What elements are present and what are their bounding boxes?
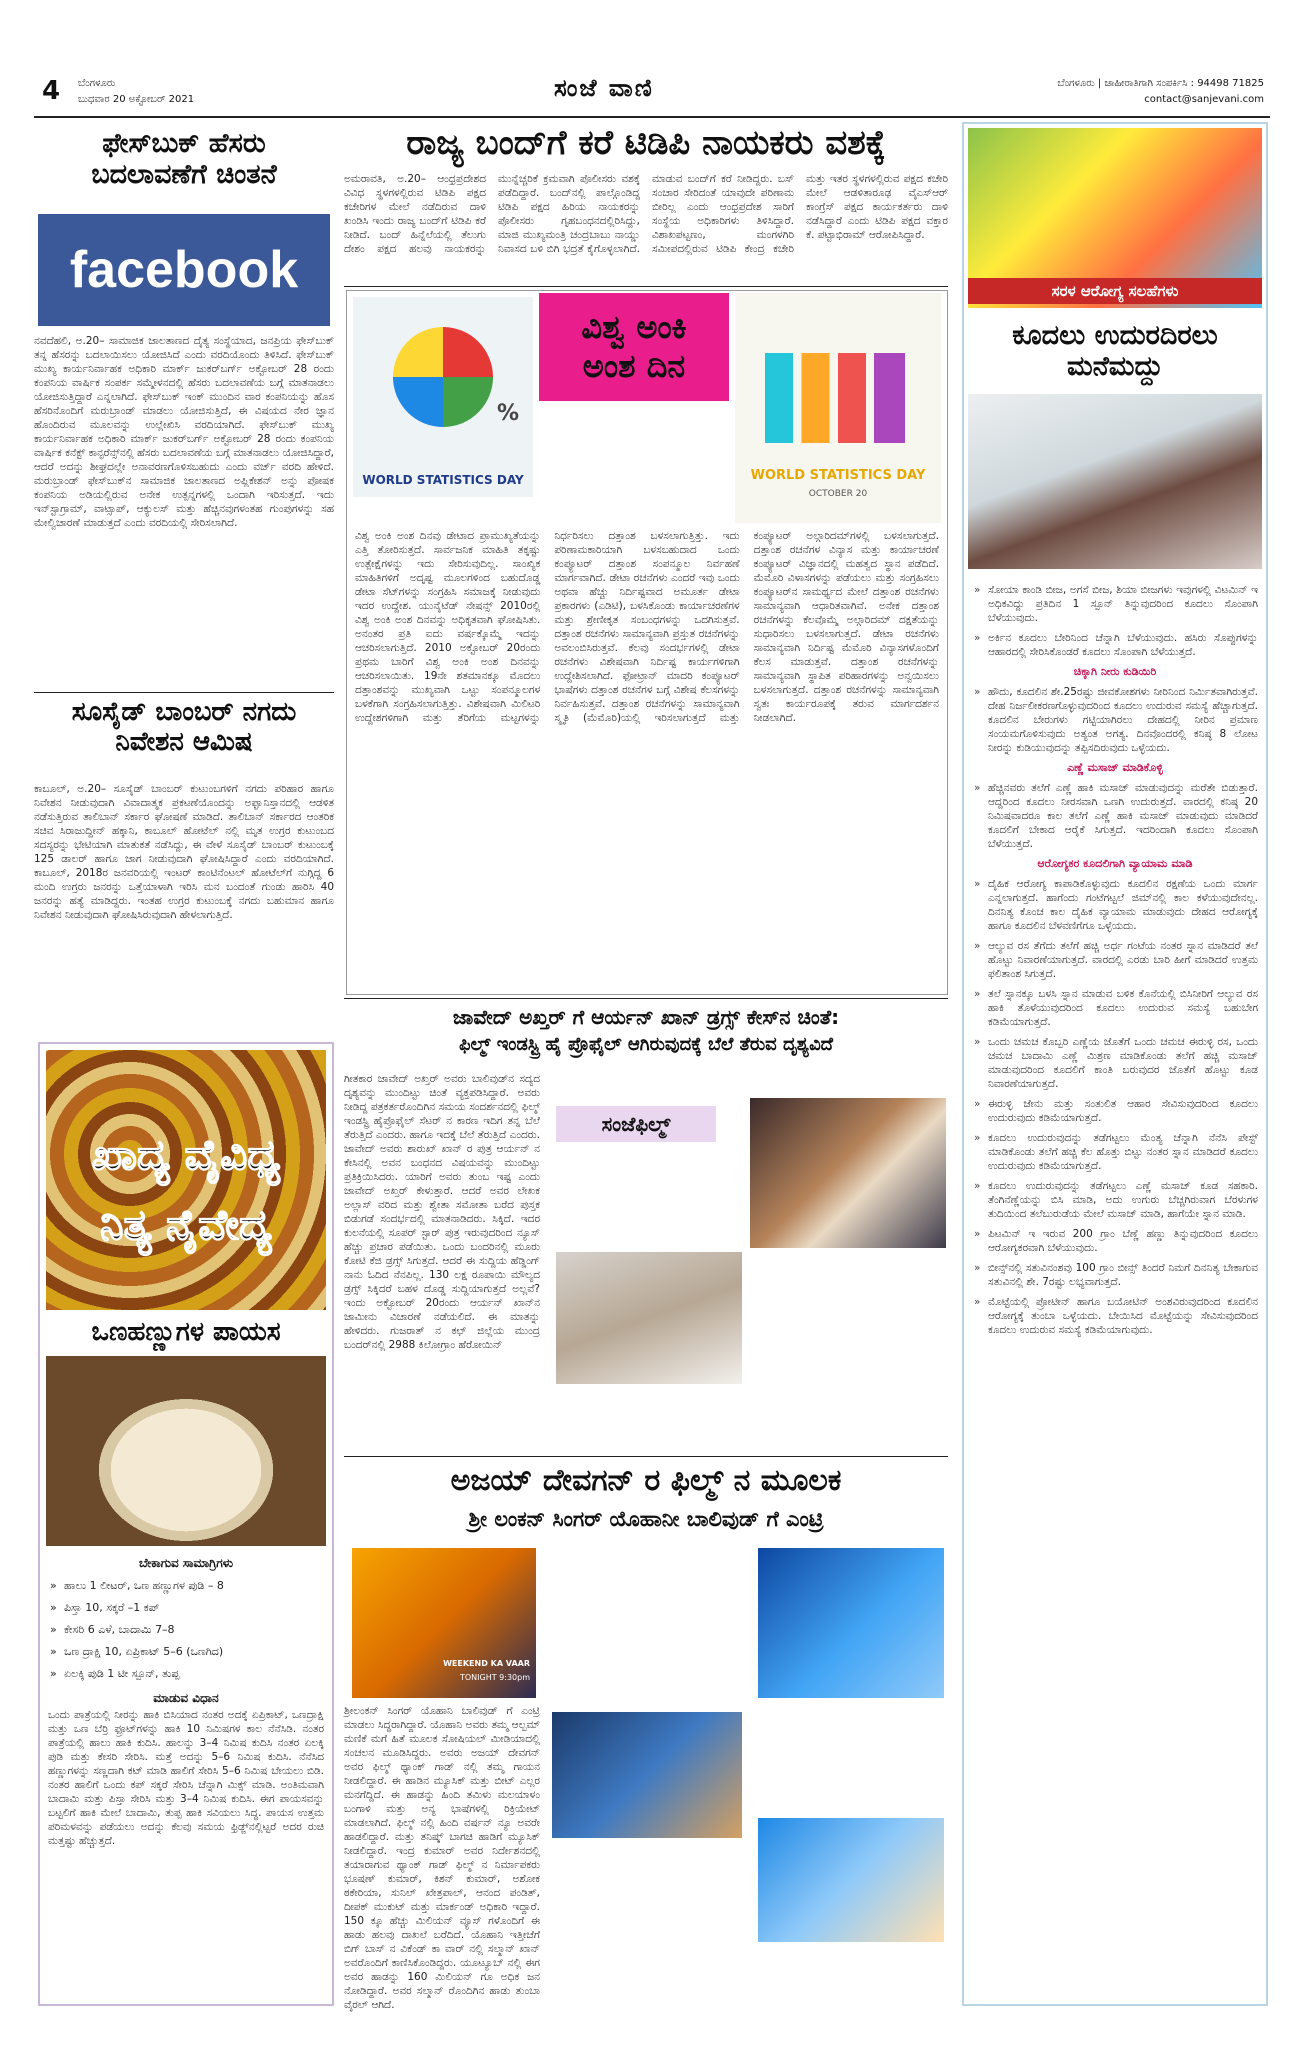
health-tip: » ಈರುಳ್ಳಿ ಜೇನು ಮತ್ತು ಸಂತುಲಿತ ಆಹಾರ ಸೇವಿಸುವುದರಿಂದ ಕೂದಲು ಉದುರುವುದು ಕಡಿಮೆಯಾಗುತ್ತದೆ. — [972, 1097, 1258, 1125]
divider — [344, 998, 948, 999]
health-tip: » ಸೋಯಾ ಕಾಂಡಿ ಬೀಜ, ಅಗಸೆ ಬೀಜ, ಶಿಯಾ ಬೀಜಗಳು ಇವುಗಳಲ್ಲಿ ವಿಟಮಿನ್ ಇ ಅಧಿಕವಿದ್ದು ಪ್ರತಿದಿನ 1 ಸ್ಪೂನ್ ತಿನ್ನುವುದರಿಂದ ಕೂದಲು ಸೊಂಪಾಗಿ ಬೆಳೆಯುವುದು. — [972, 583, 1258, 625]
health-tip: » ಕೂದಲು ಉದುರುವುದನ್ನು ತಡೆಗಟ್ಟಲು ಎಣ್ಣೆ ಮಸಾಜ್ ಕೂಡ ಸಹಕಾರಿ. ತೆಂಗಿನೆಣ್ಣೆಯನ್ನು ಬಿಸಿ ಮಾಡಿ, ಅದು ಉಗುರು ಬೆಚ್ಚಗಿರುವಾಗ ಬೆರಳುಗಳ ತುದಿಯಿಂದ ತಲೆಬುರುಡೆಯ ಮೇಲೆ ಮಸಾಜ್ ಮಾಡಿ, ಹಾಗೆಯೇ ಸ್ನಾನ ಮಾಡಿ. — [972, 1179, 1258, 1221]
health-tip: » ಅರ್ಕಿನ ಕೂದಲು ಬೇರಿನಿಂದ ಚೆನ್ನಾಗಿ ಬೆಳೆಯುವುದು. ಹಸಿರು ಸೊಪ್ಪುಗಳನ್ನು ಆಹಾರದಲ್ಲಿ ಸೇರಿಸಿಕೊಂಡರೆ ಕೂದಲು ಸೊಂಪಾಗಿ ಬೆಳೆಯುತ್ತದೆ. — [972, 631, 1258, 659]
health-banner-label: ಸರಳ ಆರೋಗ್ಯ ಸಲಹೆಗಳು — [968, 278, 1262, 304]
bandh-body: ಅಮರಾವತಿ, ಅ.20– ಆಂಧ್ರಪ್ರದೇಶದ ವಿವಿಧ ಸ್ಥಳಗಳಲ್ಲಿರುವ ಟಿಡಿಪಿ ಪಕ್ಷದ ಕಚೇರಿಗಳ ಮೇಲೆ ನಡೆದಿರುವ ದಾಳಿ ಖಂಡಿಸಿ ಇಂದು ರಾಜ್ಯ ಬಂದ್‌ಗೆ ಟಿಡಿಪಿ ಕರೆ ನೀಡಿದೆ. ಬಂದ್ ಹಿನ್ನೆಲೆಯಲ್ಲಿ ತೆಲುಗು ದೇಶಂ ಪಕ್ಷದ ಹಲವು ನಾಯಕರನ್ನು ಮುನ್ನೆಚ್ಚರಿಕೆ ಕ್ರಮವಾಗಿ ಪೊಲೀಸರು ವಶಕ್ಕೆ ಪಡೆದಿದ್ದಾರೆ. ಬಂದ್‌ನಲ್ಲಿ ಪಾಲ್ಗೊಂಡಿದ್ದ ಟಿಡಿಪಿ ಪಕ್ಷದ ಹಿರಿಯ ನಾಯಕರನ್ನು ಪೊಲೀಸರು ಗೃಹಬಂಧನದಲ್ಲಿರಿಸಿದ್ದು, ಮಾಜಿ ಮುಖ್ಯಮಂತ್ರಿ ಚಂದ್ರಬಾಬು ನಾಯ್ಡು ನಿವಾಸದ ಬಳಿ ಬಿಗಿ ಭದ್ರತೆ ಕೈಗೊಳ್ಳಲಾಗಿದೆ. ಮಾಡುವ ಬಂದ್‌ಗೆ ಕರೆ ನೀಡಿದ್ದರು. ಬಸ್ ಸಂಚಾರ ಸೇರಿದಂತೆ ಯಾವುದೇ ಪರಿಣಾಮ ಬೀರಿಲ್ಲ ಎಂದು ಆಂಧ್ರಪ್ರದೇಶ ಸಾರಿಗೆ ಸಂಸ್ಥೆಯ ಅಧಿಕಾರಿಗಳು ತಿಳಿಸಿದ್ದಾರೆ. ವಿಶಾಖಪಟ್ಟಣಂ, ಮಂಗಳಗಿರಿ ಸಮೀಪದಲ್ಲಿರುವ ಟಿಡಿಪಿ ಕೇಂದ್ರ ಕಚೇರಿ ಮತ್ತು ಇತರ ಸ್ಥಳಗಳಲ್ಲಿರುವ ಪಕ್ಷದ ಕಚೇರಿ ಮೇಲೆ ಆಡಳಿತಾರೂಢ ವೈಎಸ್‌ಆರ್ ಕಾಂಗ್ರೆಸ್ ಪಕ್ಷದ ಕಾರ್ಯಕರ್ತರು ದಾಳಿ ನಡೆಸಿದ್ದಾರೆ ಎಂದು ಟಿಡಿಪಿ ಪಕ್ಷದ ವಕ್ತಾರ ಕೆ. ಪಟ್ಟಾಭಿರಾಮ್ ಆರೋಪಿಸಿದ್ದಾರೆ. — [344, 173, 948, 255]
facebook-article — [34, 124, 334, 689]
stats-box — [346, 290, 948, 995]
stats-bar-graphic — [765, 353, 905, 443]
food-box — [38, 1042, 334, 2006]
masthead-contact: ಬೆಂಗಳೂರು | ಜಾಹೀರಾತಿಗಾಗಿ ಸಂಪರ್ಕಿಸಿ : 94498 71825 — [1057, 78, 1264, 89]
yohani-photo-family — [758, 1818, 944, 1942]
ingredient-item: » ಕೇಸರಿ 6 ಎಳೆ, ಬಾದಾಮಿ 7–8 — [50, 1619, 322, 1641]
ingredients-title: ಬೇಕಾಗುವ ಸಾಮಾಗ್ರಿಗಳು — [138, 1555, 234, 1570]
masthead — [34, 74, 1270, 114]
spices-banner-line1: ಖಾದ್ಯ ವೈವಿಧ್ಯ — [91, 1130, 281, 1179]
bandh-headline: ರಾಜ್ಯ ಬಂದ್‌ಗೆ ಕರೆ ಟಿಡಿಪಿ ನಾಯಕರು ವಶಕ್ಕೆ — [406, 123, 886, 163]
health-tips — [964, 573, 1266, 1337]
facebook-logo-text: facebook — [69, 241, 299, 299]
method-title: ಮಾಡುವ ವಿಧಾನ — [153, 1690, 219, 1705]
masthead-email: contact@sanjevani.com — [1144, 94, 1264, 105]
ajay-headline-line1: ಅಜಯ್ ದೇವಗನ್ ರ ಫಿಲ್ಮ್ ನ ಮೂಲಕ — [450, 1463, 842, 1498]
ingredient-item: » ಏಲಕ್ಕಿ ಪುಡಿ 1 ಟೀ ಸ್ಪೂನ್, ತುಪ್ಪ — [50, 1663, 322, 1685]
stats-right-image-label: WORLD STATISTICS DAY — [750, 468, 926, 483]
tv-show-label: WEEKEND KA VAAR — [443, 1659, 530, 1668]
stats-right-image — [735, 293, 941, 523]
health-subhead: ಎಣ್ಣೆ ಮಸಾಜ್ ಮಾಡಿಕೊಳ್ಳಿ — [1067, 761, 1163, 775]
masthead-city: ಬೆಂಗಳೂರು — [78, 78, 116, 89]
health-subhead: ಆರೋಗ್ಯಕರ ಕೂದಲಿಗಾಗಿ ವ್ಯಾಯಾಮ ಮಾಡಿ — [1037, 857, 1193, 871]
masthead-date: ಬುಧವಾರ 20 ಅಕ್ಟೋಬರ್ 2021 — [78, 94, 195, 105]
ingredient-item: » ಪಿಸ್ತಾ 10, ಸಕ್ಕರೆ –1 ಕಪ್ — [50, 1597, 322, 1619]
javed-article — [344, 1002, 948, 1454]
health-tip: » ಆಲ್ಯುವ ರಸ ತೆಗೆದು ತಲೆಗೆ ಹಚ್ಚಿ ಅರ್ಧ ಗಂಟೆಯ ನಂತರ ಸ್ನಾನ ಮಾಡಿದರೆ ತಲೆ ಹೊಟ್ಟು ನಿವಾರಣೆಯಾಗುತ್ತದೆ. ವಾರದಲ್ಲಿ ಎರಡು ಬಾರಿ ಹೀಗೆ ಮಾಡಿದರೆ ಉತ್ತಮ ಫಲಿತಾಂಶ ಸಿಗುತ್ತದೆ. — [972, 939, 1258, 981]
spices-banner-line2: ನಿತ್ಯ ನೈವೇದ್ಯ — [100, 1200, 272, 1249]
health-tip: » ಮೊಟ್ಟೆಯಲ್ಲಿ ಪ್ರೋಟೀನ್ ಹಾಗೂ ಬಯೋಟಿನ್ ಅಂಶವಿರುವುದರಿಂದ ಕೂದಲಿನ ಆರೋಗ್ಯಕ್ಕೆ ತುಂಬಾ ಒಳ್ಳೆಯದು. ಬೇಯಿಸಿದ ಮೊಟ್ಟೆಯನ್ನು ಸೇವಿಸುವುದರಿಂದ ಕೂದಲು ಉದುರುವ ಸಮಸ್ಯೆ ಕಡಿಮೆಯಾಗುವುದು. — [972, 1295, 1258, 1337]
page-number: 4 — [42, 76, 61, 106]
yohani-photo-mic — [758, 1548, 944, 1698]
recipe-headline: ಒಣಹಣ್ಣುಗಳ ಪಾಯಸ — [91, 1317, 281, 1347]
health-tip: » ಹೌದು, ಕೂದಲಿನ ಶೇ.25ರಷ್ಟು ಜೀವಕೋಶಗಳು ನೀರಿನಿಂದ ನಿರ್ಮಿತವಾಗಿರುತ್ತವೆ. ದೇಹ ನಿರ್ಜಲೀಕರಣಗೊಳ್ಳುವುದರಿಂದ ಕೂದಲು ಉದುರುವ ಸಮಸ್ಯೆ ಹೆಚ್ಚಾಗುತ್ತದೆ. ಕೂದಲಿನ ಬೇರುಗಳು ಗಟ್ಟಿಯಾಗಿರಲು ದೇಹದಲ್ಲಿ ನೀರಿನ ಪ್ರಮಾಣ ಸಂಯಮಗೊಳಿಸುವುದು ಅತ್ಯಂತ ಅಗತ್ಯ. ದಿನವೊಂದರಲ್ಲಿ ಕನಿಷ್ಠ 8 ಲೋಟ ನೀರನ್ನು ಕುಡಿಯುವುದನ್ನು ತಪ್ಪಿಸದಿರುವುದು ಒಳ್ಳೆಯದು. — [972, 685, 1258, 755]
hair-photo — [968, 394, 1262, 569]
logo-text: ಸಂಜೆ ವಾಣಿ — [554, 74, 654, 102]
ajay-article — [344, 1460, 948, 2011]
tv-show-time: TONIGHT 9:30pm — [459, 1673, 530, 1682]
ajay-body: ಶ್ರೀಲಂಕನ್ ಸಿಂಗರ್ ಯೊಹಾನಿ ಬಾಲಿವುಡ್ ಗೆ ಎಂಟ್ರಿ ಮಾಡಲು ಸಿದ್ಧರಾಗಿದ್ದಾರೆ. ಯೊಹಾನಿ ಅವರು ತಮ್ಮ ಆಲ್ಬಮ್ ಮಣಿಕೆ ಮಗೆ ಹಿತೆ ಮೂಲಕ ಸೋಷಿಯಲ್ ಮೀಡಿಯಾದಲ್ಲಿ ಸಂಚಲನ ಮೂಡಿಸಿದ್ದರು. ಅವರು ಅಜಯ್ ದೇವಗನ್ ಅವರ ಫಿಲ್ಮ್ ಥ್ಯಾಂಕ್ ಗಾಡ್ ನಲ್ಲಿ ತಮ್ಮ ಗಾಯನ ನೀಡಲಿದ್ದಾರೆ. ಈ ಹಾಡಿನ ಮ್ಯೂಸಿಕ್ ಮತ್ತು ಬೀಟ್ ಎಲ್ಲರ ಮನಗೆದ್ದಿದೆ. ಈ ಹಾಡನ್ನು ಹಿಂದಿ ತಮಿಳು ಮಲಯಾಳಂ ಬಂಗಾಳಿ ಮತ್ತು ಅನ್ಯ ಭಾಷೆಗಳಲ್ಲಿ ರಿಕ್ರಿಯೇಟ್ ಮಾಡಲಾಗಿದೆ. ಫಿಲ್ಮ್ ನಲ್ಲಿ ಹಿಂದಿ ವರ್ಷನ್ ನ್ಯೂ ಅವರೇ ಹಾಡಲಿದ್ದಾರೆ. ಮತ್ತು ತನಿಷ್ಕ್ ಬಾಗಚಿ ಹಾಡಿಗೆ ಮ್ಯೂಸಿಕ್ ನೀಡಲಿದ್ದಾರೆ. ಇಂದ್ರ ಕುಮಾರ್ ಅವರ ನಿರ್ದೇಶನದಲ್ಲಿ ತಯಾರಾಗುವ ಥ್ಯಾಂಕ್ ಗಾಡ್ ಫಿಲ್ಮ್ ನ ನಿರ್ಮಾಪಕರು ಭೂಷಣ್ ಕುಮಾರ್, ಕಿಶನ್ ಕುಮಾರ್, ಅಶೋಕ ಠಕೇರಿಯಾ, ಸುನಿಲ್ ಖೇತ್ರಪಾಲ್, ಆನಂದ ಪಂಡಿತ್, ದೀಪಕ್ ಮುಕುಟ್ ಮತ್ತು ಮಾರ್ಕಂಡ್ ಅಧಿಕಾರಿ ಇದ್ದಾರೆ. 150 ಕ್ಕೂ ಹೆಚ್ಚು ಮಿಲಿಯನ್ ವ್ಯೂಸ್ ಗಳೊಂದಿಗೆ ಈ ಹಾಡು ಹಲವು ದಾಖಲೆ ಬರೆದಿದೆ. ಯೊಹಾನಿ ಇತ್ತೀಚೆಗೆ ಬಿಗ್ ಬಾಸ್ ನ ವಿಕೆಂಡ್ ಕಾ ವಾರ್ ನಲ್ಲಿ ಸಲ್ಮಾನ್ ಖಾನ್ ಅವರೊಂದಿಗೆ ಕಾಣಿಸಿಕೊಂಡಿದ್ದರು. ಯೂಟ್ಯೂಬ್ ನಲ್ಲಿ ಈಗ ಅವರ ಹಾಡನ್ನು 160 ಮಿಲಿಯನ್ ಗೂ ಅಧಿಕ ಜನ ನೋಡಿದ್ದಾರೆ. ಅವರ ಸಲ್ಮಾನ್ ರೊಂದಿಗಿನ ಹಾಡು ತುಂಬಾ ವೈರಲ್ ಆಗಿದೆ. — [344, 1705, 540, 2011]
health-tip: » ದೈಹಿಕ ಆರೋಗ್ಯ ಕಾಪಾಡಿಕೊಳ್ಳುವುದು ಕೂದಲಿನ ರಕ್ಷಣೆಯ ಒಂದು ಮಾರ್ಗ ಎನ್ನಲಾಗುತ್ತದೆ. ಹಾಗೆಂದು ಗಂಟೆಗಟ್ಟಲೆ ಜಿಮ್‌ನಲ್ಲಿ ಕಾಲ ಕಳೆಯುವುದೇನಲ್ಲ. ದಿನನಿತ್ಯ ಕೊಂಚ ಕಾಲ ದೈಹಿಕ ವ್ಯಾಯಾಮ ಮಾಡುವುದು ದೇಹದ ಆರೋಗ್ಯಕ್ಕೆ ಹಾಗೂ ಕೂದಲಿನ ಬೆಳವಣಿಗೆಗೂ ಒಳ್ಳೆಯದು. — [972, 877, 1258, 933]
ingredients-list — [40, 1575, 332, 1685]
stats-headline-line1: ವಿಶ್ವ ಅಂಕಿ — [581, 308, 687, 346]
stats-headline-line2: ಅಂಶ ದಿನ — [582, 347, 686, 385]
health-subhead: ಚಿಕ್ಕಾಗಿ ನೀರು ಕುಡಿಯಿರಿ — [1073, 665, 1157, 679]
javed-headline-line2: ಫಿಲ್ಮ್ ಇಂಡಸ್ಟ್ರಿ ಹೈ ಪ್ರೊಫೈಲ್ ಆಗಿರುವುದಕ್ಕೆ ಬೆಲೆ ತೆರುವ ದೃಶ್ಯವಿದೆ — [458, 1034, 834, 1055]
health-headline: ಕೂದಲು ಉದುರದಿರಲು ಮನೆಮದ್ದು — [1012, 320, 1218, 383]
divider — [34, 692, 334, 693]
health-tip: » ಒಂದು ಚಮಚ ಕೊಬ್ಬರಿ ಎಣ್ಣೆಯ ಜೊತೆಗೆ ಒಂದು ಚಮಚ ಈರುಳ್ಳಿ ರಸ, ಒಂದು ಚಮಚ ಬಾದಾಮಿ ಎಣ್ಣೆ ಮಿಶ್ರಣ ಮಾಡಿಕೊಂಡು ತಲೆಗೆ ಹಚ್ಚಿ ಮಸಾಜ್ ಮಾಡುವುದರಿಂದ ಕೂದಲಿಗೆ ಕಾಂತಿ ಬರುವುದರ ಜೊತೆಗೆ ಹೊಟ್ಟು ಕೂಡ ನಿವಾರಣೆಯಾಗುತ್ತದೆ. — [972, 1035, 1258, 1091]
health-tip: » ಪಿಟಮಿನ್ ಇ ಇರುವ 200 ಗ್ರಾಂ ಬೆಣ್ಣೆ ಹಣ್ಣು ತಿನ್ನುವುದರಿಂದ ಕೂದಲು ಆರೋಗ್ಯಕರವಾಗಿ ಬೆಳೆಯುವುದು. — [972, 1227, 1258, 1255]
stats-left-image-label: WORLD STATISTICS DAY — [362, 473, 524, 487]
health-tip: » ತಲೆ ಸ್ನಾನಕ್ಕೂ ಬಳಸಿ ಸ್ನಾನ ಮಾಡುವ ಬಳಿಕ ಕೊನೆಯಲ್ಲಿ ಬಿಸಿನೀರಿಗೆ ಆಲ್ಯುವ ರಸ ಹಾಕಿ ತೊಳೆಯುವುದರಿಂದ ಕೂದಲು ಉದುರುವ ಸಮಸ್ಯೆ ಬಹುಬೇಗ ಕಡಿಮೆಯಾಗುತ್ತದೆ. — [972, 987, 1258, 1029]
health-banner-image — [968, 128, 1262, 308]
divider — [344, 1456, 948, 1457]
suicide-headline: ಸೂಸೈಡ್ ಬಾಂಬರ್ ನಗದು ನಿವೇಶನ ಆಮಿಷ — [71, 697, 297, 757]
ingredient-item: » ಹಾಲು 1 ಲೀಟರ್, ಒಣ ಹಣ್ಣುಗಳ ಪುಡಿ – 8 — [50, 1575, 322, 1597]
health-tip: » ಹೆಚ್ಚಿನವರು ತಲೆಗೆ ಎಣ್ಣೆ ಹಾಕಿ ಮಸಾಜ್ ಮಾಡುವುದನ್ನು ಮರೆತೇ ಬಿಡುತ್ತಾರೆ. ಆದ್ದರಿಂದ ಕೂದಲು ನೀರಸವಾಗಿ ಒಣಗಿ ಉದುರುತ್ತದೆ. ವಾರದಲ್ಲಿ ಕನಿಷ್ಠ 20 ನಿಮಿಷವಾದರೂ ಕಾಲ ತಲೆಗೆ ಎಣ್ಣೆ ಹಾಕಿ ಮಸಾಜ್ ಮಾಡುವುದು ಮಾಡಿದರೆ ಕೂದಲಿಗೆ ಬೇಕಾದ ಆರೈಕೆ ಸಿಗುತ್ತದೆ. ಇದರಿಂದಾಗಿ ಕೂದಲು ಸೊಂಪಾಗಿ ಬೆಳೆಯುತ್ತದೆ. — [972, 781, 1258, 851]
javed-tag: ಸಂಜೆಫಿಲ್ಮ್ — [556, 1106, 716, 1142]
method-body: ಒಂದು ಪಾತ್ರೆಯಲ್ಲಿ ನೀರನ್ನು ಹಾಕಿ ಬಿಸಿಯಾದ ನಂತರ ಅದಕ್ಕೆ ಏಪ್ರಿಕಾಟ್, ಒಣದ್ರಾಕ್ಷಿ ಮತ್ತು ಒಣ ಬೆರ್ರಿ ಫ್ರೂಟ್‌ಗಳನ್ನು ಹಾಕಿ 10 ನಿಮಿಷಗಳ ಕಾಲ ನೆನೆಸಿಡಿ. ನಂತರ ಪಾತ್ರೆಯಲ್ಲಿ ಹಾಲು ಹಾಕಿ ಕುದಿಸಿ. ಹಾಲನ್ನು 3–4 ನಿಮಿಷ ಕುದಿಸಿ ನಂತರ ಏಲಕ್ಕಿ ಪುಡಿ ಮತ್ತು ಕೇಸರಿ ಸೇರಿಸಿ. ಮತ್ತೆ ಅದನ್ನು 5–6 ನಿಮಿಷ ಕುದಿಸಿ. ನೆನೆಸಿದ ಹಣ್ಣುಗಳನ್ನು ಸಣ್ಣದಾಗಿ ಕಟ್ ಮಾಡಿ ಹಾಲಿಗೆ ಸೇರಿಸಿ 5–6 ನಿಮಿಷ ಬೇಯಲು ಬಿಡಿ. ನಂತರ ಹಾಲಿಗೆ ಒಂದು ಕಪ್ ಸಕ್ಕರೆ ಸೇರಿಸಿ ಚೆನ್ನಾಗಿ ಮಿಕ್ಸ್ ಮಾಡಿ. ಅಂತಿಮವಾಗಿ ಬಾದಾಮಿ ಮತ್ತು ಪಿಸ್ತಾ ಸೇರಿಸಿ ಮತ್ತು 3–4 ನಿಮಿಷ ಕುದಿಸಿ. ಈಗ ಪಾಯಸವನ್ನು ಬಟ್ಟಲಿಗೆ ಹಾಕಿ ಮೇಲೆ ಬಾದಾಮಿ, ತುಪ್ಪ ಹಾಕಿ ಸವಿಯಲು ಸಿದ್ಧ. ಪಾಯಸ ಉತ್ತಮ ಪರಿಮಳವನ್ನು ಪಡೆಯಲು ಅದನ್ನು ಕೆಲವು ಸಮಯ ಫ್ರಿಡ್ಜ್‌ನಲ್ಲಿಟ್ಟರೆ ಅದರ ರುಚಿ ಮತ್ತಷ್ಟು ಹೆಚ್ಚುತ್ತದೆ. — [48, 1708, 324, 1847]
suicide-body: ಕಾಬೂಲ್, ಅ.20– ಸೂಸೈಡ್ ಬಾಂಬರ್ ಕುಟುಂಬಗಳಿಗೆ ನಗದು ಪರಿಹಾರ ಹಾಗೂ ನಿವೇಶನ ನೀಡುವುದಾಗಿ ವಿವಾದಾತ್ಮಕ ಪ್ರಕಟಣೆಯೊಂದನ್ನು ಅಫ್ಘಾನಿಸ್ತಾನದಲ್ಲಿ ಆಡಳಿತ ನಡೆಸುತ್ತಿರುವ ತಾಲಿಬಾನ್ ಸರ್ಕಾರ ಘೋಷಣೆ ಮಾಡಿದೆ. ತಾಲಿಬಾನ್ ಸರ್ಕಾರದ ಆಂತರಿಕ ಸಚಿವ ಸಿರಾಜುದ್ದೀನ್ ಹಕ್ಕಾನಿ, ಕಾಬೂಲ್ ಹೋಟೆಲ್ ನಲ್ಲಿ ಮೃತ ಉಗ್ರರ ಕುಟುಂಬದ ಸದಸ್ಯರನ್ನು ಭೇಟಿಯಾಗಿ ಮಾತುಕತೆ ನಡೆಸಿದ್ದು, ಈ ವೇಳೆ ಸೂಸೈಡ್ ಬಾಂಬರ್ ಕುಟುಂಬಕ್ಕೆ 125 ಡಾಲರ್ ಹಾಗೂ ಜಾಗ ನೀಡುವುದಾಗಿ ಘೋಷಿಸಿದ್ದಾರೆ ಎಂದು ವರದಿಯಾಗಿದೆ. ಕಾಬೂಲ್, 2018ರ ಜನವರಿಯಲ್ಲಿ ಇಂಟರ್ ಕಾಂಟಿನೆಂಟಲ್ ಹೋಟೆಲ್‌ಗೆ ನುಗ್ಗಿದ್ದ 6 ಮಂದಿ ಉಗ್ರರು ಜನರನ್ನು ಒತ್ತೆಯಾಳಾಗಿ ಇರಿಸಿ ಮನ ಬಂದಂತೆ ಗುಂಡು ಹಾರಿಸಿ 40 ಜನರನ್ನು ಹತ್ಯೆ ಮಾಡಿದ್ದರು. ಇಂತಹ ಉಗ್ರರ ಕುಟುಂಬಕ್ಕೆ ನಗದು ಬಹುಮಾನ ಹಾಗೂ ನಿವೇಶನ ನೀಡುವುದಾಗಿ ಘೋಷಿಸಿರುವುದಾಗಿ ಹೇಳಲಾಗುತ್ತಿದೆ. — [34, 783, 334, 921]
javed-headline-line1: ಜಾವೇದ್ ಅಖ್ತರ್ ಗೆ ಆರ್ಯನ್ ಖಾನ್ ಡ್ರಗ್ಸ್ ಕೇಸ್‌ನ ಚಿಂತೆ: — [452, 1005, 840, 1029]
health-tip: » ಕೂದಲು ಉದುರುವುದನ್ನು ತಡೆಗಟ್ಟಲು ಮೆಂತ್ಯ ಚೆನ್ನಾಗಿ ನೆನೆಸಿ ಪೇಸ್ಟ್ ಮಾಡಿಕೊಂಡು ತಲೆಗೆ ಹಚ್ಚಿ ಕೆಲ ಹೊತ್ತು ಬಿಟ್ಟು ನಂತರ ಸ್ನಾನ ಮಾಡಿದರೆ ಕೂದಲು ಉದುರುವುದು ಕಡಿಮೆಯಾಗುತ್ತದೆ. — [972, 1131, 1258, 1173]
stats-percent-label: % — [496, 401, 519, 426]
masthead-logo — [554, 74, 654, 102]
bandh-article — [344, 124, 948, 284]
ingredient-item: » ಒಣ ದ್ರಾಕ್ಷಿ 10, ಏಪ್ರಿಕಾಟ್ 5–6 (ಒಣಗಿದ) — [50, 1641, 322, 1663]
divider — [344, 286, 948, 287]
stats-right-image-date: OCTOBER 20 — [808, 489, 868, 499]
masthead-rule — [34, 116, 1270, 118]
stats-body: ವಿಶ್ವ ಅಂಕಿ ಅಂಶ ದಿನವು ಡೇಟಾದ ಪ್ರಾಮುಖ್ಯತೆಯನ್ನು ಎತ್ತಿ ತೋರಿಸುತ್ತದೆ. ಸಾರ್ವಜನಿಕ ಮಾಹಿತಿ ತಕ್ಕಷ್ಟು ಉತ್ಪೇಕ್ಷೆಗಳನ್ನು ಇದು ಸೇರಿಸುವುದಿಲ್ಲ. ಸಾಂಖ್ಯಿಕ ಮಾಹಿತಿಗಳಿಗೆ ಅದೃಷ್ಟ ಮೂಲಗಳಿಂದ ಬಹುದೊಡ್ಡ ಡೇಟಾ ಸೆಟ್‌ಗಳನ್ನು ಸಂಗ್ರಹಿಸಿ ಸಮಾಜಕ್ಕೆ ನೀಡುವುದು ಇದರ ಉದ್ದೇಶ. ಯುನೈಟೆಡ್ ನೇಷನ್ಸ್ 2010ರಲ್ಲಿ ವಿಶ್ವ ಅಂಕಿ ಅಂಶ ದಿನವನ್ನು ಅಧಿಕೃತವಾಗಿ ಘೋಷಿಸಿತು. ಅನಂತರ ಪ್ರತಿ ಐದು ವರ್ಷಕ್ಕೊಮ್ಮೆ ಇದನ್ನು ಆಚರಿಸಲಾಗುತ್ತಿದೆ. 2010 ಅಕ್ಟೋಬರ್ 20ರಂದು ಪ್ರಥಮ ಬಾರಿಗೆ ವಿಶ್ವ ಅಂಕಿ ಅಂಶ ದಿನವನ್ನು ಆಚರಿಸಲಾಯಿತು. 19ನೇ ಶತಮಾನಕ್ಕೂ ಮೊದಲು ದತ್ತಾಂಶವನ್ನು ಮುಖ್ಯವಾಗಿ ಒಟ್ಟು ಸಂಪನ್ಮೂಲಗಳ ಬಳಕೆಗಾಗಿ ಸಂಗ್ರಹಿಸಲಾಗುತ್ತಿತ್ತು. ವಿಶೇಷವಾಗಿ ಮಿಲಿಟರಿ ಉದ್ದೇಶಗಳಿಗಾಗಿ ಮತ್ತು ತೆರಿಗೆಯ ಮಟ್ಟಗಳನ್ನು ನಿರ್ಧರಿಸಲು ದತ್ತಾಂಶ ಬಳಸಲಾಗುತ್ತಿತ್ತು. ಇದು ಪರಿಣಾಮಕಾರಿಯಾಗಿ ಬಳಸಬಹುದಾದ ಒಂದು ಕಂಪ್ಯೂಟರ್ ದತ್ತಾಂಶ ಸಂಪನ್ಮೂಲ ನಿರ್ವಹಣೆ ಮಾರ್ಗವಾಗಿದೆ. ಡೇಟಾ ರಚನೆಗಳು ಎಂದರೆ ಇವು ಒಂದು ಅಥವಾ ಹೆಚ್ಚು ನಿರ್ದಿಷ್ಟವಾದ ಅಮೂರ್ತ ಡೇಟಾ ಪ್ರಕಾರಗಳು (ಎಡಿಟಿ), ಬಳಸಿಕೊಂಡು ಕಾರ್ಯಾಚರಣೆಗಳ ಮತ್ತು ಶ್ರೇಣೀಕೃತ ಸಂಬಂಧಗಳನ್ನು ಒದಗಿಸುತ್ತವೆ. ದತ್ತಾಂಶ ರಚನೆಗಳು ಸಾಮಾನ್ಯವಾಗಿ ಪ್ರಸ್ತುತ ರಚನೆಗಳನ್ನು ಅವಲಂಬಿಸಿರುತ್ತವೆ. ಕೆಲವು ಸಂದರ್ಭಗಳಲ್ಲಿ ಡೇಟಾ ರಚನೆಗಳು ವಿಶೇಷವಾಗಿ ನಿರ್ದಿಷ್ಟ ಕಾರ್ಯಗಳಿಗಾಗಿ ಉದ್ದೇಶಿಸಲಾಗಿದೆ. ಫೋಟ್ರಾನ್ ಮಾದರಿ ಕಂಪ್ಯೂಟರ್ ಭಾಷೆಗಳು ದತ್ತಾಂಶ ರಚನೆಗಳ ಬಗ್ಗೆ ವಿಶೇಷ ಕೆಲಸಗಳನ್ನು ನಿರ್ವಹಿಸುತ್ತವೆ. ದತ್ತಾಂಶ ರಚನೆಗಳನ್ನು ಸಾಮಾನ್ಯವಾಗಿ ಸ್ಮೃತಿ (ಮೆಮೊರಿ)ಯಲ್ಲಿ ಇರಿಸಲಾಗುತ್ತದೆ ಮತ್ತು ಕಂಪ್ಯೂಟರ್ ಅಲ್ಗಾರಿದಮ್‌ಗಳಲ್ಲಿ ಬಳಸಲಾಗುತ್ತದೆ. ದತ್ತಾಂಶ ರಚನೆಗಳ ವಿನ್ಯಾಸ ಮತ್ತು ಕಾರ್ಯಾಚರಣೆ ಕಂಪ್ಯೂಟರ್ ವಿಜ್ಞಾನದಲ್ಲಿ ಮಹತ್ವದ ಸ್ಥಾನ ಪಡೆದಿದೆ. ಮೆಮೊರಿ ವಿಳಾಸಗಳನ್ನು ಪಡೆಯಲು ಮತ್ತು ಸಂಗ್ರಹಿಸಲು ಕಂಪ್ಯೂಟರ್‌ನ ಸಾಮರ್ಥ್ಯದ ಮೇಲೆ ದತ್ತಾಂಶ ರಚನೆಗಳು ಸಾಮಾನ್ಯವಾಗಿ ಆಧಾರಿತವಾಗಿವೆ. ಅನೇಕ ದತ್ತಾಂಶ ರಚನೆಗಳನ್ನು ಕೆಲವೊಮ್ಮೆ ಅಲ್ಗಾರಿದಮ್ ದಕ್ಷತೆಯನ್ನು ಸುಧಾರಿಸಲು ಬಳಸಲಾಗುತ್ತದೆ. ಡೇಟಾ ರಚನೆಗಳು ಸಾಮಾನ್ಯವಾಗಿ ನಿರ್ದಿಷ್ಟ ಮೆಮೊರಿ ವಿನ್ಯಾಸಗಳೊಂದಿಗೆ ಕೆಲಸ ಮಾಡುತ್ತವೆ. ದತ್ತಾಂಶ ರಚನೆಗಳನ್ನು ಸಾಮಾನ್ಯವಾಗಿ ಸ್ಥಾಪಿತ ಪರಿಹಾರಗಳನ್ನು ಅನ್ವಯಿಸಲು ಬಳಸಲಾಗುತ್ತದೆ. ದತ್ತಾಂಶ ರಚನೆಗಳನ್ನು ಸಾಮಾನ್ಯವಾಗಿ ಸ್ವತಃ ಕಾರ್ಯರೂಪಕ್ಕೆ ತರುವ ಮಾರ್ಗದರ್ಶನ ನೀಡಲಾಗಿದೆ. — [355, 530, 939, 724]
facebook-body: ನವದೆಹಲಿ, ಅ.20– ಸಾಮಾಜಿಕ ಜಾಲತಾಣದ ದೈತ್ಯ ಸಂಸ್ಥೆಯಾದ, ಜನಪ್ರಿಯ ಫೇಸ್‌ಬುಕ್ ತನ್ನ ಹೆಸರನ್ನು ಬದಲಾಯಿಸಲು ಯೋಜಿಸಿದೆ ಎಂದು ವರದಿಯೊಂದು ತಿಳಿಸಿದೆ. ಫೇಸ್‌ಬುಕ್ ಮುಖ್ಯ ಕಾರ್ಯನಿರ್ವಾಹಕ ಅಧಿಕಾರಿ ಮಾರ್ಕ್ ಜುಕರ್‌ಬರ್ಗ್ ಅಕ್ಟೋಬರ್ 28 ರಂದು ಕಂಪನಿಯ ವಾರ್ಷಿಕ ಸಂಪರ್ಕ ಸಮ್ಮೇಳನದಲ್ಲಿ ಹೆಸರು ಬದಲಾವಣೆಯ ಬಗ್ಗೆ ಮಾತನಾಡಲು ಯೋಜಿಸುತ್ತಿದ್ದಾರೆ ಎನ್ನಲಾಗಿದೆ. ಫೇಸ್‌ಬುಕ್ ಇಂಕ್ ಮುಂದಿನ ವಾರ ಕಂಪನಿಯನ್ನು ಹೊಸ ಹೆಸರಿನೊಂದಿಗೆ ಮರುಬ್ರಾಂಡ್ ಮಾಡಲು ಯೋಜಿಸುತ್ತಿದೆ, ಈ ವಿಷಯದ ನೇರ ಜ್ಞಾನ ಹೊಂದಿರುವ ಮೂಲವನ್ನು ಉಲ್ಲೇಖಿಸಿ ವರದಿಯಾಗಿದೆ. ಫೇಸ್‌ಬುಕ್ ಮುಖ್ಯ ಕಾರ್ಯನಿರ್ವಾಹಕ ಅಧಿಕಾರಿ ಮಾರ್ಕ್ ಜುಕರ್‌ಬರ್ಗ್ ಅಕ್ಟೋಬರ್ 28 ರಂದು ಕಂಪನಿಯ ವಾರ್ಷಿಕ ಕನೆಕ್ಟ್ ಕಾನ್ಫರೆನ್ಸ್‌ನಲ್ಲಿ ಹೆಸರು ಬದಲಾವಣೆಯ ಬಗ್ಗೆ ಮಾತನಾಡಲು ಯೋಜಿಸಿದ್ದಾರೆ, ಆದರೆ ಅದನ್ನು ಶೀಘ್ರದಲ್ಲೇ ಅನಾವರಣಗೊಳಿಸಬಹುದು ಎಂದು ವರ್ಜ್ ವರದಿ ಹೇಳಿದೆ. ಮರುಬ್ರಾಂಡ್ ಫೇಸ್‌ಬುಕ್‌ನ ಸಾಮಾಜಿಕ ಜಾಲತಾಣದ ಅಪ್ಲಿಕೇಶನ್ ಅನ್ನು ಪೋಷಕ ಕಂಪನಿಯ ಅಡಿಯಲ್ಲಿರುವ ಅನೇಕ ಉತ್ಪನ್ನಗಳಲ್ಲಿ ಒಂದಾಗಿ ಇರಿಸುತ್ತದೆ. ಇದು ಇನ್‌ಸ್ಟಾಗ್ರಾಮ್, ವಾಟ್ಸಾಪ್, ಆಕ್ಯುಲಸ್ ಮತ್ತು ಹೆಚ್ಚಿನವುಗಳಂತಹ ಗುಂಪುಗಳನ್ನು ಸಹ ಮೇಲ್ವಿಚಾರಣೆ ಮಾಡುತ್ತದೆ ಎಂದು ವರದಿಯಲ್ಲಿ ಸೇರಿಸಲಾಗಿದೆ. — [34, 335, 334, 529]
facebook-headline: ಫೇಸ್‌ಬುಕ್ ಹೆಸರು ಬದಲಾವಣೆಗೆ ಚಿಂತನೆ — [91, 128, 277, 191]
ajay-headline-line2: ಶ್ರೀ ಲಂಕನ್ ಸಿಂಗರ್ ಯೊಹಾನೀ ಬಾಲಿವುಡ್ ಗೆ ಎಂಟ್ರಿ — [468, 1506, 824, 1531]
payasa-image — [46, 1356, 326, 1546]
facebook-logo-image — [38, 214, 330, 326]
javed-photo-portrait — [556, 1252, 742, 1384]
javed-body: ಗೀತಕಾರ ಜಾವೇದ್ ಅಖ್ತರ್ ಅವರು ಬಾಲಿವುಡ್‌ನ ಸದ್ಯದ ದೃಶ್ಯವನ್ನು ಮುಂದಿಟ್ಟು ಚಿಂತೆ ವ್ಯಕ್ತಪಡಿಸಿದ್ದಾರೆ. ಅವರು ನೀಡಿದ್ದ ಪತ್ರಕರ್ತರೊಂದಿಗಿನ ಸಮಯ ಸಂದರ್ಶನದಲ್ಲಿ ಫಿಲ್ಮ್ ಇಂಡಸ್ಟ್ರಿ ಹೈಪ್ರೊಫೈಲ್ ಸೆಟರ್ ನ ಕಾರಣ ಇದಿಗ ತನ್ನ ಬೆಲೆ ತೆರುತ್ತಿದೆ ಎಂದರು. ಹಾಗೂ ಇದಕ್ಕೆ ಬೆಲೆ ತೆರುತ್ತಿದೆ ಎಂದರು. ಜಾವೇದ್ ಅವರು ಶಾರುಖ್ ಖಾನ್ ರ ಪುತ್ರ ಆರ್ಯನ್ ನ ಕೇಸಿನಲ್ಲಿ ಅವನ ಬಂಧನದ ವಿಷಯವನ್ನು ಮುಂದಿಟ್ಟು ಪ್ರತಿಕ್ರಿಯಿಸಿದರು. ಯಾರಿಗೆ ಅವರು ತುಂಬ ಇಷ್ಟ ಎಂದು ಜಾವೇದ್ ಅಖ್ತರ್ ಕೇಳುತ್ತಾರೆ. ಆದರೆ ಅವರ ಲೇಖಕ ಅಲ್ಲಾಸ್ ವರಿದ ಮತ್ತು ಶ್ವೇತಾ ಸಮೋತಾ ಬರೆದ ಪುಸ್ತಕ ಬಿಡುಗಡೆ ಸಂದರ್ಭದಲ್ಲಿ ಮಾತನಾಡಿದರು. ಸಿಕ್ಕಿದೆ. ಇದರ ಕುಲನೆಯಲ್ಲಿ ಸೂಪರ್ ಸ್ಟಾರ್ ಪುತ್ರ ಇರುವುದರಿಂದ ನ್ಯೂಸ್ ಹೆಚ್ಚು ಪ್ರಚಾರ ಪಡೆಯಿತು. ಒಂದು ಬಂದರಿನಲ್ಲಿ ಮೂರು ಕೋಟಿ ಕೆಜಿ ಡ್ರಗ್ಸ್ ಸಿಗುತ್ತದೆ. ಆದರೆ ಈ ಸುದ್ದಿಯ ಹೆಡ್ಡಿಂಗ್ ನಾನು ಓದಿದ ನೆನಪಿಲ್ಲ. 130 ಲಕ್ಷ ರೂಪಾಯಿ ಮೌಲ್ಯದ ಡ್ರಗ್ಸ್ ಸಿಕ್ಕಿದರೆ ಬಹಳ ದೊಡ್ಡ ಸುದ್ದಿಯಾಗುತ್ತದೆ ಅಲ್ಲವೆ? ಇಂದು ಅಕ್ಟೋಬರ್ 20ರಂದು ಆರ್ಯನ್ ಖಾನ್‌ನ ಜಾಮೀನು ವಿಚಾರಣೆ ನಡೆಯಲಿದೆ. ಈ ಮಾತನ್ನು ಹೇಳಿದರು. ಗುಜರಾತ್ ನ ಕಛ್ ಜಿಲ್ಲೆಯ ಮುಂದ್ರ ಬಂದರ್‌ನಲ್ಲಿ 2988 ಕಿಲೋಗ್ರಾಂ ಹೆರೋಯಿನ್ — [344, 1073, 540, 1351]
spices-banner-image — [46, 1050, 326, 1310]
stats-headline-box — [539, 293, 729, 401]
yohani-photo-stage — [352, 1548, 536, 1698]
health-box — [962, 122, 1268, 2006]
javed-photo-couple — [750, 1098, 946, 1248]
stats-globe-graphic — [393, 327, 493, 427]
suicide-article — [34, 698, 334, 1033]
stats-left-image — [353, 297, 533, 497]
health-tip: » ಬೀನ್ಸ್‌ನಲ್ಲಿ ಸತುವಿನಂಶವು 100 ಗ್ರಾಂ ಬೀನ್ಸ್ ತಿಂದರೆ ನಿಮಗೆ ದಿನನಿತ್ಯ ಬೇಕಾಗುವ ಸತುವಿನಲ್ಲಿ ಶೇ. 7ರಷ್ಟು ಲಭ್ಯವಾಗುತ್ತದೆ. — [972, 1261, 1258, 1289]
yohani-photo-salman — [552, 1712, 742, 1838]
